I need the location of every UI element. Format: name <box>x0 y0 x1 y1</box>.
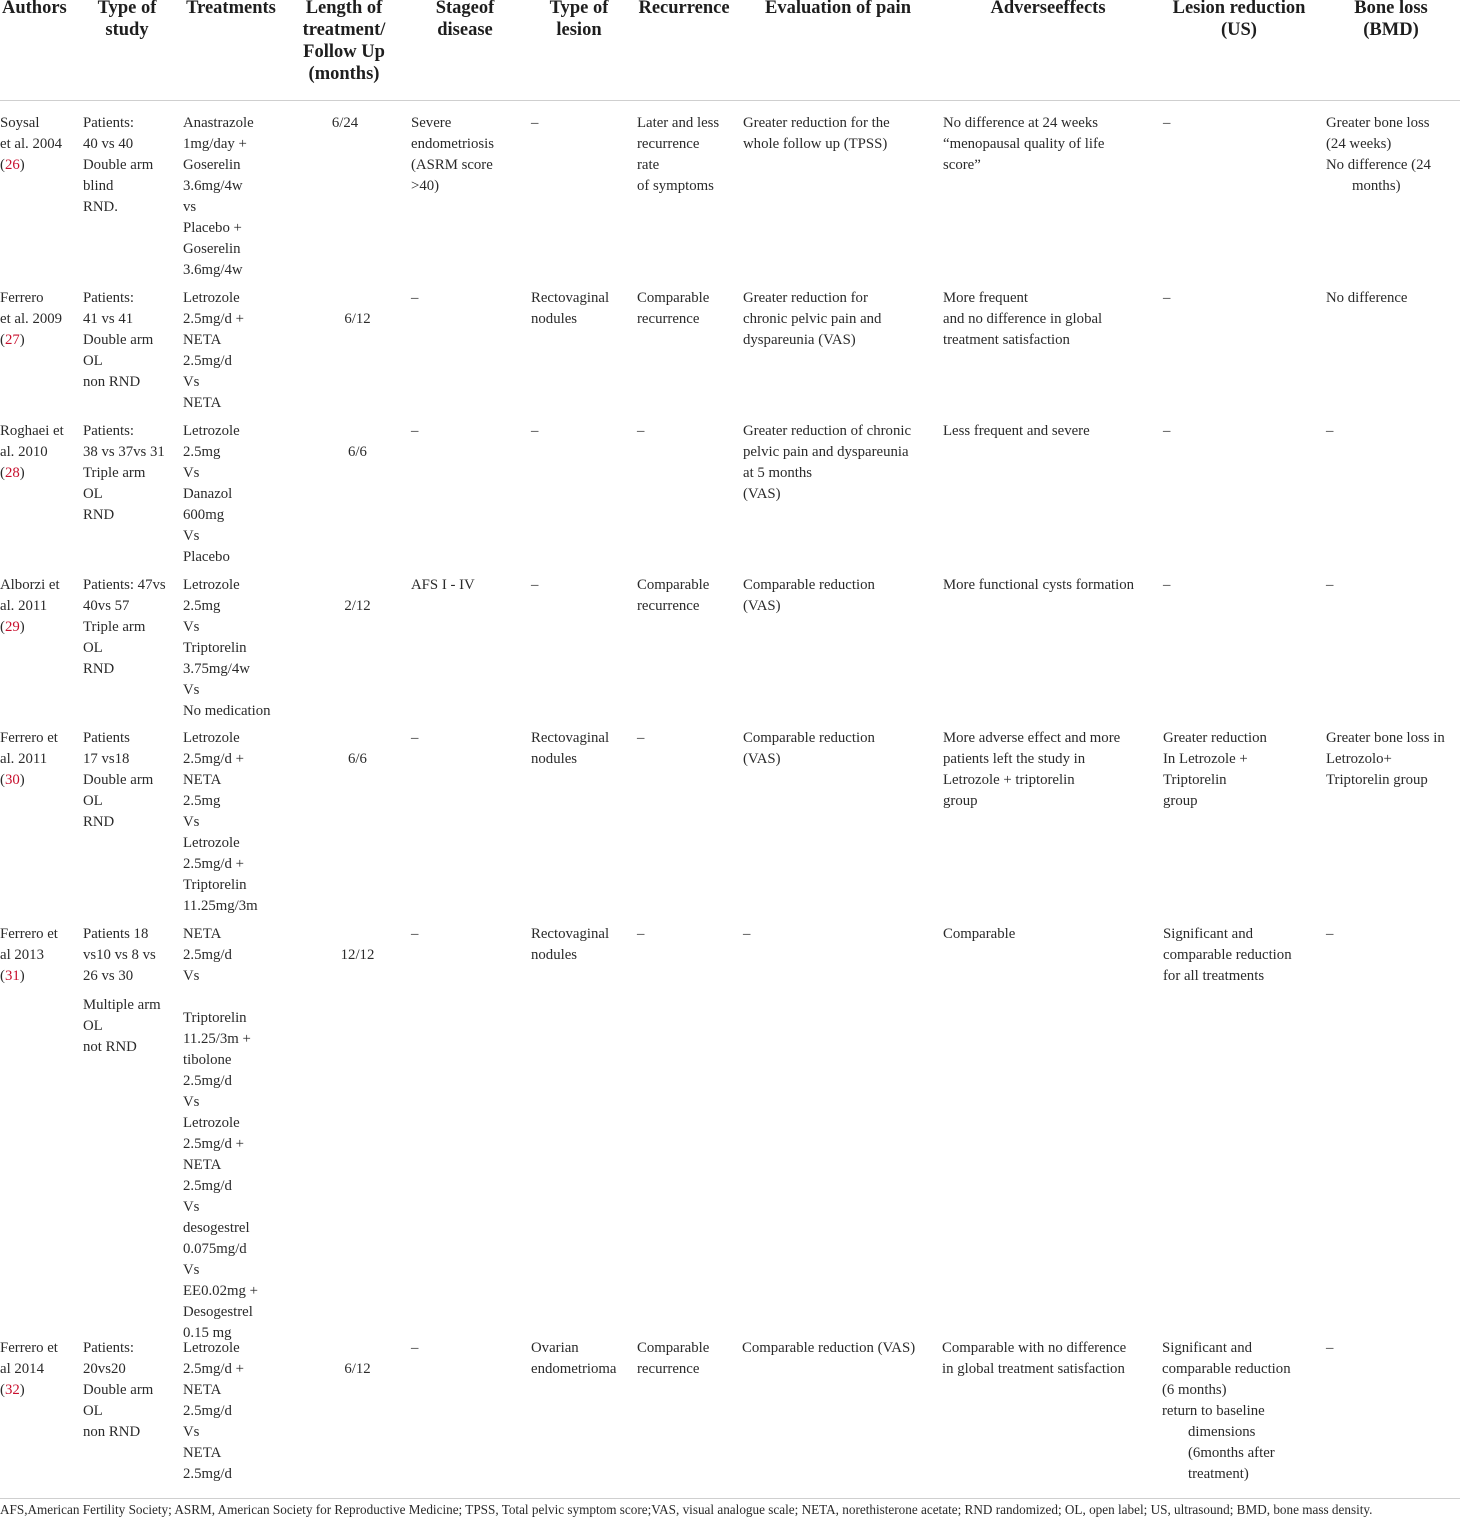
cell-bone-loss: – <box>1326 1340 1334 1356</box>
cell-study: Patients: 40 vs 40 Double arm blind RND. <box>83 115 154 215</box>
cell-lesion-reduction: – <box>1163 115 1171 131</box>
header-bone-loss: Bone loss (BMD) <box>1354 0 1428 40</box>
cell-treatments: NETA 2.5mg/d Vs Triptorelin 11.25/3m + tibolone 2.5mg/d Vs Letrozole 2.5mg/d + NETA 2.5mg/d Vs desogestrel 0.075mg/d Vs EE0.02mg + Desogestrel 0.15 mg <box>183 926 258 1341</box>
cell-authors: Ferrero et al. 2011 (30) <box>0 730 58 788</box>
cell-bone-loss: No difference <box>1326 290 1408 306</box>
cell-pain: Greater reduction of chronic pelvic pain and dyspareunia at 5 months (VAS) <box>743 423 912 502</box>
cell-recurrence: – <box>637 926 645 942</box>
cell-study: Patients: 41 vs 41 Double arm OL non RND <box>83 290 154 390</box>
header-recurrence: Recurrence <box>638 0 730 18</box>
cell-study: Patients: 38 vs 37vs 31 Triple arm OL RND <box>83 423 165 523</box>
cell-lesion-reduction: Significant and comparable reduction for all treatments <box>1163 926 1292 984</box>
cell-recurrence: Later and less recurrence rate of symptoms <box>637 115 720 194</box>
cell-length: 6/24 <box>331 115 359 131</box>
cell-stage: Severe endometriosis (ASRM score >40) <box>411 115 495 194</box>
cell-stage: – <box>411 290 419 306</box>
reference-link[interactable]: 32 <box>4 1382 20 1398</box>
cell-pain: Comparable reduction (VAS) <box>742 1340 916 1356</box>
reference-link[interactable]: 29 <box>4 619 20 635</box>
cell-length: 12/12 <box>340 947 375 963</box>
cell-length: 6/6 <box>348 444 367 460</box>
reference-link[interactable]: 30 <box>4 772 20 788</box>
reference-link[interactable]: 26 <box>4 157 20 173</box>
cell-authors: Alborzi et al. 2011 (29) <box>0 577 60 635</box>
cell-authors: Roghaei et al. 2010 (28) <box>0 423 64 481</box>
cell-adverse: Comparable <box>943 926 1016 942</box>
cell-adverse: Comparable with no difference in global treatment satisfaction <box>942 1340 1127 1377</box>
cell-lesion-type: – <box>531 423 539 439</box>
cell-treatments: Letrozole 2.5mg/d + NETA 2.5mg Vs Letrozole 2.5mg/d + Triptorelin 11.25mg/3m <box>183 730 258 914</box>
cell-adverse: More adverse effect and more patients left the study in Letrozole + triptorelin group <box>943 730 1121 809</box>
cell-bone-loss: – <box>1326 926 1334 942</box>
cell-treatments: Letrozole 2.5mg Vs Triptorelin 3.75mg/4w Vs No medication <box>183 577 271 719</box>
cell-pain: Comparable reduction (VAS) <box>743 577 875 614</box>
cell-recurrence: Comparable recurrence <box>637 1340 710 1377</box>
header-type-of-lesion: Type of lesion <box>549 0 609 40</box>
header-stage: Stageof disease <box>435 0 495 40</box>
cell-length: 2/12 <box>344 598 371 614</box>
cell-lesion-type: – <box>531 115 539 131</box>
cell-pain: Comparable reduction (VAS) <box>743 730 875 767</box>
cell-lesion-type: – <box>531 577 539 593</box>
cell-adverse: More functional cysts formation <box>943 577 1135 593</box>
cell-stage: – <box>411 730 419 746</box>
cell-lesion-type: Rectovaginal nodules <box>531 926 610 963</box>
cell-pain: – <box>743 926 751 942</box>
cell-adverse: Less frequent and severe <box>943 423 1090 439</box>
cell-bone-loss: Greater bone loss (24 weeks) No difference (24 months) <box>1326 115 1431 194</box>
cell-adverse: More frequent and no difference in global treatment satisfaction <box>943 290 1103 348</box>
table-footnote: AFS,American Fertility Society; ASRM, American Society for Reproductive Medicine; TPSS, Total pelvic symptom score;VAS, visual analogue scale; NETA, norethisterone acetate; RND randomized; OL, open label; US, ultrasound; BMD, bone mass density. <box>0 1498 1460 1525</box>
cell-authors: Ferrero et al 2013 (31) <box>0 926 58 984</box>
cell-treatments: Letrozole 2.5mg/d + NETA 2.5mg/d Vs NETA <box>183 290 244 411</box>
reference-link[interactable]: 31 <box>4 968 20 984</box>
header-treatments: Treatments <box>186 0 276 18</box>
cell-bone-loss: Greater bone loss in Letrozolo+ Triptorelin group <box>1326 730 1445 788</box>
cell-recurrence: Comparable recurrence <box>637 577 710 614</box>
cell-lesion-reduction: – <box>1163 577 1171 593</box>
cell-treatments: Letrozole 2.5mg/d + NETA 2.5mg/d Vs NETA 2.5mg/d <box>183 1340 244 1482</box>
cell-authors: Ferrero et al 2014 (32) <box>0 1340 58 1398</box>
cell-adverse: No difference at 24 weeks “menopausal quality of life score” <box>943 115 1105 173</box>
cell-stage: – <box>411 926 419 942</box>
cell-lesion-type: Ovarian endometrioma <box>531 1340 617 1377</box>
cell-authors: Ferrero et al. 2009 (27) <box>0 290 63 348</box>
cell-pain: Greater reduction for chronic pelvic pain and dyspareunia (VAS) <box>743 290 882 348</box>
cell-recurrence: Comparable recurrence <box>637 290 710 327</box>
header-type-of-study: Type of study <box>97 0 157 40</box>
cell-bone-loss: – <box>1326 577 1334 593</box>
cell-study: Patients: 47vs 40vs 57 Triple arm OL RND <box>83 577 166 677</box>
cell-pain: Greater reduction for the whole follow up (TPSS) <box>743 115 890 152</box>
header-authors: Authors <box>2 0 67 18</box>
cell-study: Patients: 20vs20 Double arm OL non RND <box>83 1340 154 1440</box>
header-evaluation-of-pain: Evaluation of pain <box>765 0 911 18</box>
cell-length: 6/6 <box>348 751 367 767</box>
cell-study: Patients 18 vs10 vs 8 vs 26 vs 30 <box>83 926 156 984</box>
cell-lesion-reduction: – <box>1163 290 1171 306</box>
cell-study-design: Multiple arm OL not RND <box>83 997 161 1055</box>
cell-recurrence: – <box>637 730 645 746</box>
header-lesion-reduction: Lesion reduction (US) <box>1172 0 1306 40</box>
cell-lesion-type: Rectovaginal nodules <box>531 290 610 327</box>
table-header-row <box>0 0 1460 101</box>
header-adverse-effects: Adverseeffects <box>990 0 1106 18</box>
cell-treatments: Anastrazole 1mg/day + Goserelin 3.6mg/4w vs Placebo + Goserelin 3.6mg/4w <box>183 115 254 278</box>
cell-stage: AFS I - IV <box>411 577 475 593</box>
header-length: Length of treatment/ Follow Up (months) <box>302 0 386 84</box>
cell-lesion-reduction: Significant and comparable reduction (6 months) return to baseline dimensions (6months after treatment) <box>1162 1340 1291 1482</box>
cell-length: 6/12 <box>344 1361 371 1377</box>
cell-lesion-type: Rectovaginal nodules <box>531 730 610 767</box>
cell-recurrence: – <box>637 423 645 439</box>
reference-link[interactable]: 27 <box>4 332 20 348</box>
cell-lesion-reduction: Greater reduction In Letrozole + Triptorelin group <box>1163 730 1267 809</box>
cell-study: Patients 17 vs18 Double arm OL RND <box>83 730 154 830</box>
cell-authors: Soysal et al. 2004 (26) <box>0 115 63 173</box>
cell-bone-loss: – <box>1326 423 1334 439</box>
cell-stage: – <box>411 423 419 439</box>
cell-treatments: Letrozole 2.5mg Vs Danazol 600mg Vs Placebo <box>183 423 240 565</box>
cell-stage: – <box>411 1340 419 1356</box>
reference-link[interactable]: 28 <box>4 465 20 481</box>
cell-length: 6/12 <box>344 311 371 327</box>
cell-lesion-reduction: – <box>1163 423 1171 439</box>
